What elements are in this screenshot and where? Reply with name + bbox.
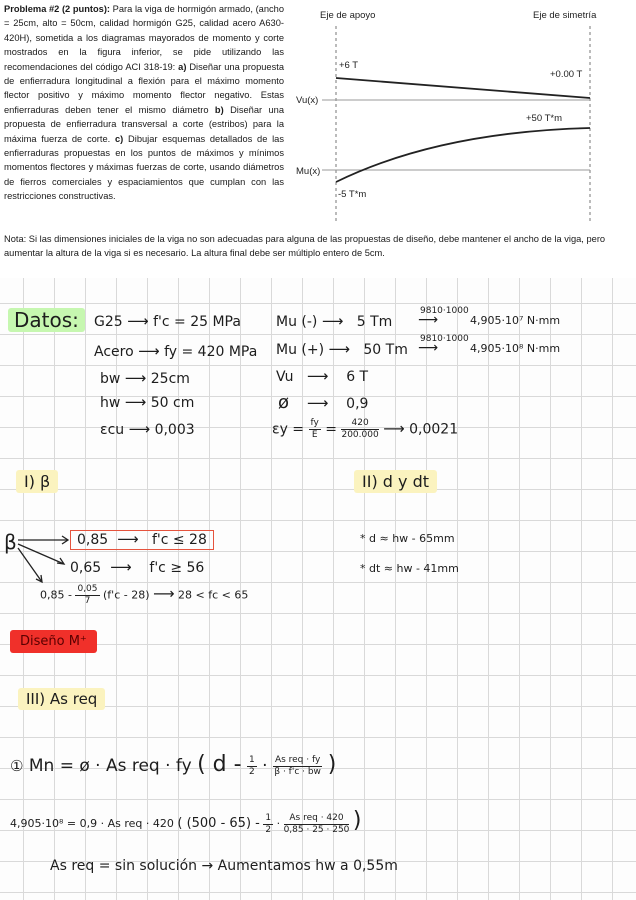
g25-row: G25 ⟶ f'c = 25 MPa	[94, 312, 241, 330]
moment-curve	[336, 128, 590, 182]
mn-half: $\frac{1}{2}$	[248, 754, 255, 777]
phi-row: ø ⟶ 0,9	[278, 392, 369, 413]
mu-pos-conversion: 9810·1000	[420, 334, 469, 344]
mn-fraction: $\frac{\text{As req · fy}}{\beta \cdot f'c \cdot bw}$	[274, 754, 321, 777]
vu-row: Vu ⟶ 6 T	[276, 367, 369, 385]
support-axis-label: Eje de apoyo	[320, 10, 376, 21]
mu-pos-label: Mu (+)	[276, 342, 325, 358]
section-d-heading: II) d y dt	[354, 472, 437, 491]
symmetry-axis-label: Eje de simetría	[533, 10, 597, 21]
beta-2-value: 0,65	[70, 560, 102, 576]
substituted-equation	[10, 808, 362, 836]
bw-value: 25cm	[150, 371, 190, 387]
beta-case-1: 0,85 ⟶ f'c ≤ 28	[70, 530, 214, 548]
mu-pos-value: 50 Tm	[363, 342, 408, 358]
result-line: As req = sin solución → Aumentamos hw a 0,55m	[50, 858, 398, 874]
fc-value: f'c = 25 MPa	[153, 314, 241, 330]
problem-title: Problema #2 (2 puntos):	[4, 4, 111, 14]
ey-equals: =	[325, 421, 338, 438]
phi-value: 0,9	[346, 396, 369, 412]
bw-label: bw	[100, 371, 121, 387]
eq2-lhs: 4,905·10⁸ = 0,9 · As req · 420	[10, 817, 174, 830]
problem-body-2: Diseñar una propuesta de enfierradura longitudinal a flexión para el máximo momento flector positivo y máximo momento flector negativo. Estas enfierraduras deben tener el mismo diámetro	[4, 61, 284, 115]
problem-body-1: Para la viga de hormigón armado, (ancho = 25cm, alto = 50cm, calidad hormigón G25, calidad acero A630-420H), sometida a los diagramas mayorados de momento y corte mostrados en la figura inferior, se pide utilizando las recomendaciones del código ACI 318-19:	[4, 4, 285, 72]
ey-fraction: $\frac{fy}{E}$	[310, 418, 319, 440]
vu-label: Vu	[276, 369, 294, 385]
eq2-fraction: $\frac{\text{As req · 420}}{0,85 \cdot 25 \cdot 250}$	[283, 812, 350, 835]
phi-label: ø	[278, 392, 290, 413]
mu-neg-conv-arrow: ⟶	[418, 312, 439, 328]
shear-start-value: +6 T	[339, 60, 359, 71]
shear-end-value: +0.00 T	[550, 69, 583, 80]
mu-neg-value: 5 Tm	[356, 314, 393, 330]
mu-neg-row: Mu (-) ⟶ 5 Tm	[276, 312, 393, 330]
shear-curve	[336, 78, 590, 98]
eq2-dot: ·	[276, 817, 281, 830]
section-as-heading: III) As req	[18, 690, 105, 708]
mu-neg-label: Mu (-)	[276, 314, 318, 330]
d-approx: * d ≈ hw - 65mm	[360, 532, 455, 545]
eq2-close: )	[352, 808, 362, 833]
part-c-label: c)	[115, 133, 124, 144]
mn-paren: ( d -	[197, 752, 242, 777]
hw-value: 50 cm	[150, 395, 195, 411]
mn-equation	[10, 752, 336, 778]
fy-value: fy = 420 MPa	[164, 344, 258, 360]
vu-value: 6 T	[346, 369, 369, 385]
part-b-label: b)	[214, 104, 224, 115]
beta-case-2: 0,65 ⟶ f'c ≥ 56	[70, 558, 205, 576]
beta-3-condition: 28 < fc < 65	[178, 588, 249, 602]
section-beta-heading: I) β	[16, 472, 58, 491]
part-a-label: a)	[178, 61, 187, 72]
datos-heading: Datos:	[8, 308, 85, 332]
beta-3-value: 0,85 -	[40, 588, 72, 602]
ecu-label: εcu	[100, 422, 125, 438]
mu-pos-conv-arrow: ⟶	[418, 340, 439, 356]
problem-note: Nota: Si las dimensiones iniciales de la viga no son adecuadas para alguna de las propuestas de diseño, debe mantener el ancho de la viga, pero aumentar la altura de la viga si es necesario. La altura final debe ser múltiplo entero de 5cm.	[4, 234, 606, 258]
dt-approx: * dt ≈ hw - 41mm	[360, 562, 459, 575]
ey-fraction-values: $\frac{420}{200.000}$	[341, 418, 379, 440]
beta-2-condition: f'c ≥ 56	[149, 560, 205, 576]
problem-statement	[4, 2, 284, 204]
problem-body-4: Dibujar esquemas detallados de las enfierraduras propuestas en los puntos de máximos y mínimos momentos flectores y máximas fuerzas de corte, usando diámetros de fierros comerciales y espaciamientos que cumplan con las restricciones constructivas.	[4, 133, 285, 202]
mn-lhs: Mn = ø · As req · fy	[28, 756, 192, 776]
beta-3-tail: (f'c - 28)	[103, 588, 150, 602]
beta-1-value: 0,85	[77, 532, 109, 548]
ecu-value: 0,003	[154, 422, 195, 438]
moment-end-value: +50 T*m	[526, 113, 562, 124]
bw-row: bw ⟶ 25cm	[100, 369, 190, 387]
eq2-half: $\frac{1}{2}$	[265, 812, 272, 835]
problem-body-3: Diseñar una propuesta de enfierradura transversal a corte (estribos) para la máxima fuerza de corte.	[4, 104, 284, 144]
mu-pos-result: 4,905·10⁸ N·mm	[470, 342, 561, 355]
moment-start-value: -5 T*m	[338, 189, 367, 200]
mn-dot: ·	[262, 756, 268, 776]
beta-branch-arrows	[16, 526, 76, 586]
beta-3-fraction: $\frac{0,05}{7}$	[77, 584, 98, 606]
diseno-heading: Diseño M⁺	[10, 634, 97, 649]
beta-case-3: 0,85 - $\frac{0,05}{7}$ (f'c - 28) ⟶ 28 < fc < 65	[40, 584, 249, 606]
mn-close: )	[327, 752, 337, 777]
ey-label: εy =	[272, 421, 305, 438]
ecu-row: εcu ⟶ 0,003	[100, 420, 195, 438]
hw-row: hw ⟶ 50 cm	[100, 393, 195, 411]
acero-row: Acero ⟶ fy = 420 MPa	[94, 342, 258, 360]
mu-neg-result: 4,905·10⁷ N·mm	[470, 314, 561, 327]
mu-neg-conversion: 9810·1000	[420, 306, 469, 316]
ey-result: 0,0021	[409, 421, 459, 438]
equation-number: ①	[10, 757, 24, 775]
ey-row: εy = $\frac{fy}{E}$ = $\frac{420}{200.000}$ ⟶ 0,0021	[272, 418, 459, 440]
beta-1-condition: f'c ≤ 28	[151, 532, 207, 548]
load-diagram	[288, 0, 636, 226]
hw-label: hw	[100, 395, 121, 411]
beta-symbol: β	[4, 530, 17, 554]
mu-pos-row: Mu (+) ⟶ 50 Tm	[276, 340, 408, 358]
g25-label: G25	[94, 314, 123, 330]
eq2-mid: ( (500 - 65) -	[177, 816, 260, 831]
shear-axis-label: Vu(x)	[296, 95, 319, 106]
acero-label: Acero	[94, 344, 134, 360]
moment-axis-label: Mu(x)	[296, 166, 321, 177]
